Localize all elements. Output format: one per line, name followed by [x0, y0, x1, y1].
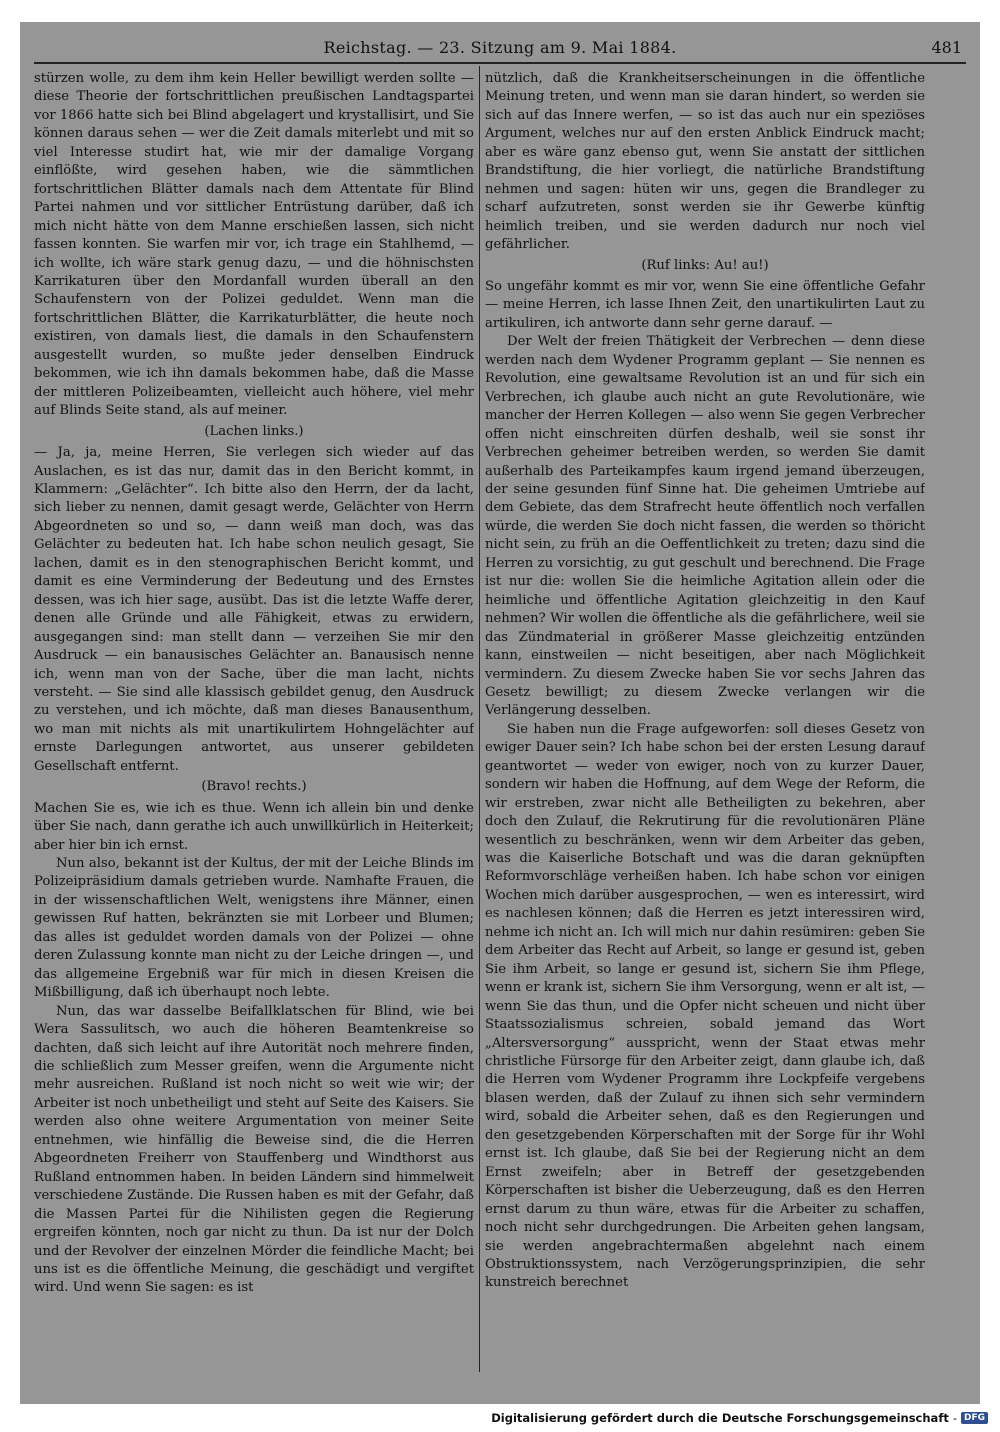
paragraph: Nun also, bekannt ist der Kultus, der mit der Leiche Blinds im Polizeipräsidium damals getrieben wurde. Namhafte Frauen, die in der wissenschaftlichen Welt, wenigstens ihre Männer, einen gewissen Ruf hatten, bekränzten sie mit Lorbeer und Blumen; das alles ist geduldet worden damals von der Polizei — ohne deren Zulassung konnte man nicht zu der Leiche dringen —, und das allgemeine Ergebniß war für mich in diesen Kreisen die Mißbilligung, daß ich überhaupt noch lebte.: [34, 856, 474, 1001]
paragraph: stürzen wolle, zu dem ihm kein Heller bewilligt werden sollte — diese Theorie der fortschrittlichen preußischen Landtagspartei vor 1866 hatte sich bei Blind abgelagert und krystallisirt, und Sie können daraus sehen — wer die Zeit damals miterlebt und mit so viel Interesse studirt hat, wie mir der damalige Vorgang einflößte, wird gesehen haben, wie die sämmtlichen fortschrittlichen Blätter damals nach dem Attentate für Blind Partei nahmen und vor sittlicher Entrüstung darüber, daß ich mich nicht hätte von dem Manne erschießen lassen, sich nicht fassen konnten. Sie warfen mir vor, ich trage ein Stahlhemd, — ich wollte, ich wäre stark genug dazu, — und die höhnischsten Karrikaturen über den Mordanfall wurden überall an den Schaufenstern von der Polizei geduldet. Wenn man die fortschrittlichen Blätter, die Karrikaturblätter, die heute noch existiren, von damals liest, die damals in den Schaufenstern ausgestellt wurden, so mußte jeder denselben Eindruck bekommen, wie ich ihn damals bekommen habe, daß die Masse der mittleren Polizeibeamten, vielleicht auch höhere, viel mehr auf Blinds Seite stand, als auf meiner.: [34, 71, 474, 419]
footer-text: Digitalisierung gefördert durch die Deutsche Forschungsgemeinschaft: [491, 1411, 949, 1425]
footer-separator: -: [952, 1411, 957, 1425]
paragraph: Sie haben nun die Frage aufgeworfen: soll dieses Gesetz von ewiger Dauer sein? Ich habe schon bei der ersten Lesung darauf geantwortet — weder von ewiger, noch von zu kurzer Dauer, sondern wir haben die Hoffnung, auf dem Wege der Reform, die wir erstreben, zwar nicht alle Betheiligten zu bekehren, aber doch den Zulauf, die Rekrutirung für die revolutionären Pläne wesentlich zu beschränken, wenn wir dem Arbeiter das geben, was die Kaiserliche Botschaft und was die daran geknüpften Reformvorschläge verheißen haben. Ich habe schon vor einigen Wochen mich darüber ausgesprochen, — wen es interessirt, wird es nachlesen können; daß die Herren es jetzt interessiren wird, nehme ich nicht an. Ich will mich nur dahin resümiren: geben Sie dem Arbeiter das Recht auf Arbeit, so lange er gesund ist, geben Sie ihm Arbeit, so lange er gesund ist, sichern Sie ihm Pflege, wenn er krank ist, sichern Sie ihm Versorgung, wenn er alt ist, — wenn Sie das thun, und die Opfer nicht scheuen und nicht über Staatssozialismus schreien, sobald jemand das Wort „Altersversorgung“ ausspricht, wenn der Staat etwas mehr christliche Fürsorge für den Arbeiter zeigt, dann glaube ich, daß die Herren vom Wydener Programm ihre Lockpfeife vergebens blasen werden, daß der Zulauf zu ihnen sich sehr vermindern wird, sobald die Arbeiter sehen, daß es den Regierungen und den gesetzgebenden Körperschaften mit der Sorge für ihr Wohl ernst ist. Ich glaube, daß Sie bei der Regierung nicht an dem Ernst zweifeln; aber in Betreff der gesetzgebenden Körperschaften ist bisher die Ueberzeugung, daß es den Herren ernst darum zu thun wäre, etwas für die Arbeiter zu schaffen, noch nicht sehr durchgedrungen. Die Arbeiten gehen langsam, sie werden angebrachtermaßen abgelehnt nach einem Obstruktionssystem, nach Verzögerungsprinzipien, die sehr kunstreich berechnet: [485, 721, 925, 1291]
page-header: [34, 36, 966, 64]
dfg-logo-icon: DFG: [961, 1412, 988, 1424]
footer-credit: [491, 1410, 988, 1426]
paragraph: Nun, das war dasselbe Beifallklatschen für Blind, wie bei Wera Sassulitsch, wo auch die höheren Beamtenkreise so dachten, daß sich leicht auf ihre Autorität noch mehrere finden, die schließlich zum Messer greifen, wenn die Argumente nicht mehr ausreichen. Rußland ist noch nicht so weit wie wir; der Arbeiter ist noch unbetheiligt und steht auf Seite des Kaisers. Sie werden also ohne weitere Argumentation von meiner Seite entnehmen, wie hinfällig die Beweise sind, die die Herren Abgeordneten Freiherr von Stauffenberg und Windthorst aus Rußland entnommen haben. In beiden Ländern sind himmelweit verschiedene Zustände. Die Russen haben es mit der Gefahr, daß die Massen Partei für die Nihilisten gegen die Regierung ergreifen könnten, noch gar nicht zu thun. Da ist nur der Dolch und der Revolver der einzelnen Mörder die feindliche Macht; bei uns ist es die öffentliche Meinung, die geschädigt und vergiftet wird. Und wenn Sie sagen: es ist: [34, 1003, 474, 1296]
paragraph: Der Welt der freien Thätigkeit der Verbrechen — denn diese werden nach dem Wydener Programm geplant — Sie nennen es Revolution, eine gewaltsame Revolution ist an und für sich ein Verbrechen, ich glaube auch nicht an gute Revolutionäre, wie mancher der Herren Kollegen — also wenn Sie gegen Verbrecher offen nicht einschreiten dürfen deshalb, weil sie sonst ihr Verbrechen geheimer betreiben werden, so werden Sie damit außerhalb des Parteikampfes kaum irgend jemand überzeugen, der seine gesunden fünf Sinne hat. Die geheimen Umtriebe auf dem Gebiete, das dem Strafrecht heute öffentlich noch verfallen würde, die werden Sie doch nicht fassen, die werden so thöricht nicht sein, zu früh an die Oeffentlichkeit zu treten; dazu sind die Herren zu vorsichtig, zu gut geschult und berechnend. Die Frage ist nur die: wollen Sie die heimliche Agitation allein oder die heimliche und öffentliche Agitation gleichzeitig in den Kauf nehmen? Wir wollen die öffentliche als die gefährlichere, weil sie das Zündmaterial in größerer Masse gleichzeitig entzünden kann, einstweilen — nicht beseitigen, aber nach Möglichkeit vermindern. Zu diesem Zwecke haben Sie vor sechs Jahren das Gesetz bewilligt; zu diesem Zwecke verlangen wir die Verlängerung desselben.: [485, 334, 925, 719]
header-title: Reichstag. — 23. Sitzung am 9. Mai 1884.: [323, 38, 677, 57]
interjection: (Bravo! rechts.): [201, 779, 307, 795]
interjection: (Lachen links.): [204, 423, 304, 439]
paragraph: Machen Sie es, wie ich es thue. Wenn ich allein bin und denke über Sie nach, dann gerathe ich auch unwillkürlich in Heiterkeit; aber hier bin ich ernst.: [34, 800, 474, 853]
paragraph: nützlich, daß die Krankheitserscheinungen in die öffentliche Meinung treten, und wenn man sie daran hindert, so werden sie sich auf das Innere werfen, — so ist das auch nur ein speziöses Argument, welches nur auf den ersten Anblick Eindruck macht; aber es wäre ganz ebenso gut, wenn Sie anstatt der sittlichen Brandstiftung, die hier vorliegt, die natürliche Brandstiftung nehmen und sagen: hüten wir uns, gegen die Brandleger zu scharf aufzutreten, sonst werden sie ihr Gewerbe künftig heimlich treiben, und sie werden dadurch nur noch viel gefährlicher.: [485, 71, 925, 253]
page-number: 481: [931, 38, 962, 57]
paragraph: — Ja, ja, meine Herren, Sie verlegen sich wieder auf das Auslachen, es ist das nur, damit das in den Bericht kommt, in Klammern: „Gelächter“. Ich bitte also den Herrn, der da lacht, sich lieber zu nennen, damit gesagt werde, Gelächter von Herrn Abgeordneten so und so, — dann weiß man doch, was das Gelächter zu bedeuten hat. Ich habe schon neulich gesagt, Sie lachen, damit es in den stenographischen Bericht kommt, und damit es eine Verminderung der Bedeutung und des Ernstes dessen, was ich hier sage, ausübt. Das ist die letzte Waffe derer, denen alle Gründe und alle Fähigkeit, etwas zu erwidern, ausgegangen sind: man stellt dann — verzeihen Sie mir den Ausdruck — ein banausisches Gelächter an. Banausisch nenne ich, wenn man von der Sache, über die man lacht, nichts versteht. — Sie sind alle klassisch gebildet genug, den Ausdruck zu verstehen, und ich möchte, daß man dieses Banausenthum, wo man mit nichts als mit unartikulirtem Hohngelächter auf ernste Darlegungen antwortet, aus unserer gebildeten Gesellschaft entfernt.: [34, 445, 474, 774]
column-divider: [479, 66, 480, 1372]
interjection: (Ruf links: Au! au!): [641, 257, 769, 273]
scanned-page: [20, 22, 980, 1404]
left-column: [34, 70, 474, 1370]
paragraph: So ungefähr kommt es mir vor, wenn Sie eine öffentliche Gefahr — meine Herren, ich lasse Ihnen Zeit, den unartikulirten Laut zu artikuliren, ich antworte dann sehr gerne darauf. —: [485, 278, 925, 331]
right-column: [485, 70, 925, 1370]
